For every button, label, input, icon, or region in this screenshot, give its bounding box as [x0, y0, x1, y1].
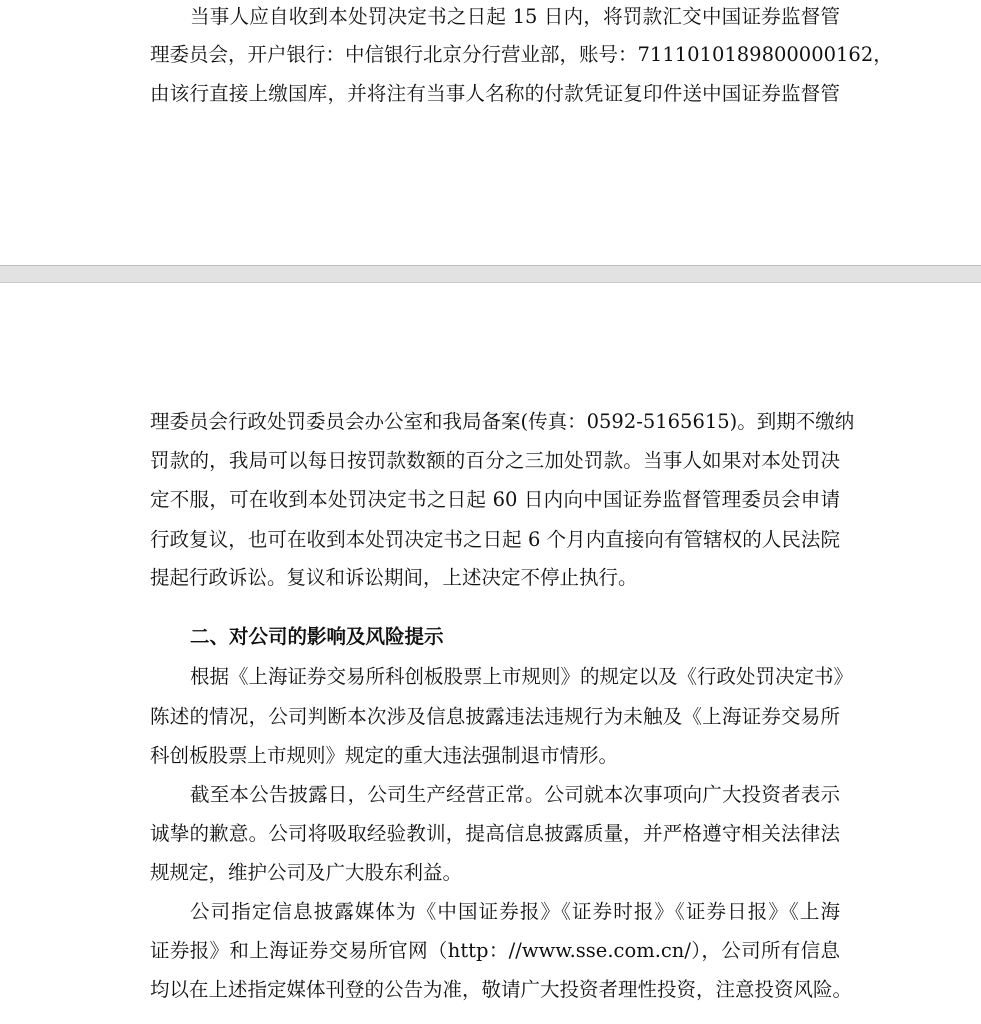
paragraph-line: 由该行直接上缴国库，并将注有当事人名称的付款凭证复印件送中国证券监督管 [150, 82, 840, 105]
paragraph-line: 科创板股票上市规则》规定的重大违法强制退市情形。 [150, 744, 619, 767]
paragraph-line: 诚挚的歉意。公司将吸取经验教训，提高信息披露质量，并严格遵守相关法律法 [150, 822, 840, 845]
section-heading: 二、对公司的影响及风险提示 [190, 625, 444, 648]
paragraph-line: 提起行政诉讼。复议和诉讼期间，上述决定不停止执行。 [150, 566, 638, 589]
paragraph-line: 定不服，可在收到本处罚决定书之日起 60 日内向中国证券监督管理委员会申请 [150, 488, 840, 511]
paragraph-line: 当事人应自收到本处罚决定书之日起 15 日内，将罚款汇交中国证券监督管 [190, 5, 840, 28]
paragraph-line: 公司指定信息披露媒体为《中国证券报》《证券时报》《证券日报》《上海 [190, 900, 840, 923]
document-page-1 [0, 0, 981, 265]
page-separator [0, 265, 981, 283]
document-page-2 [0, 283, 981, 1024]
paragraph-line: 理委员会，开户银行：中信银行北京分行营业部，账号：7111010189800000162， [150, 43, 893, 66]
paragraph-line: 理委员会行政处罚委员会办公室和我局备案(传真：0592-5165615)。到期不缴纳 [150, 410, 855, 433]
paragraph-line: 均以在上述指定媒体刊登的公告为准，敬请广大投资者理性投资，注意投资风险。 [150, 978, 853, 1001]
paragraph-line: 罚款的，我局可以每日按罚款数额的百分之三加处罚款。当事人如果对本处罚决 [150, 449, 840, 472]
paragraph-line: 截至本公告披露日，公司生产经营正常。公司就本次事项向广大投资者表示 [190, 783, 840, 806]
paragraph-line: 证券报》和上海证券交易所官网（http：//www.sse.com.cn/），公司所有信息 [150, 939, 840, 962]
paragraph-line: 规规定，维护公司及广大股东利益。 [150, 861, 463, 884]
paragraph-line: 根据《上海证券交易所科创板股票上市规则》的规定以及《行政处罚决定书》 [190, 665, 854, 688]
paragraph-line: 陈述的情况，公司判断本次涉及信息披露违法违规行为未触及《上海证券交易所 [150, 705, 840, 728]
paragraph-line: 行政复议，也可在收到本处罚决定书之日起 6 个月内直接向有管辖权的人民法院 [150, 528, 840, 551]
